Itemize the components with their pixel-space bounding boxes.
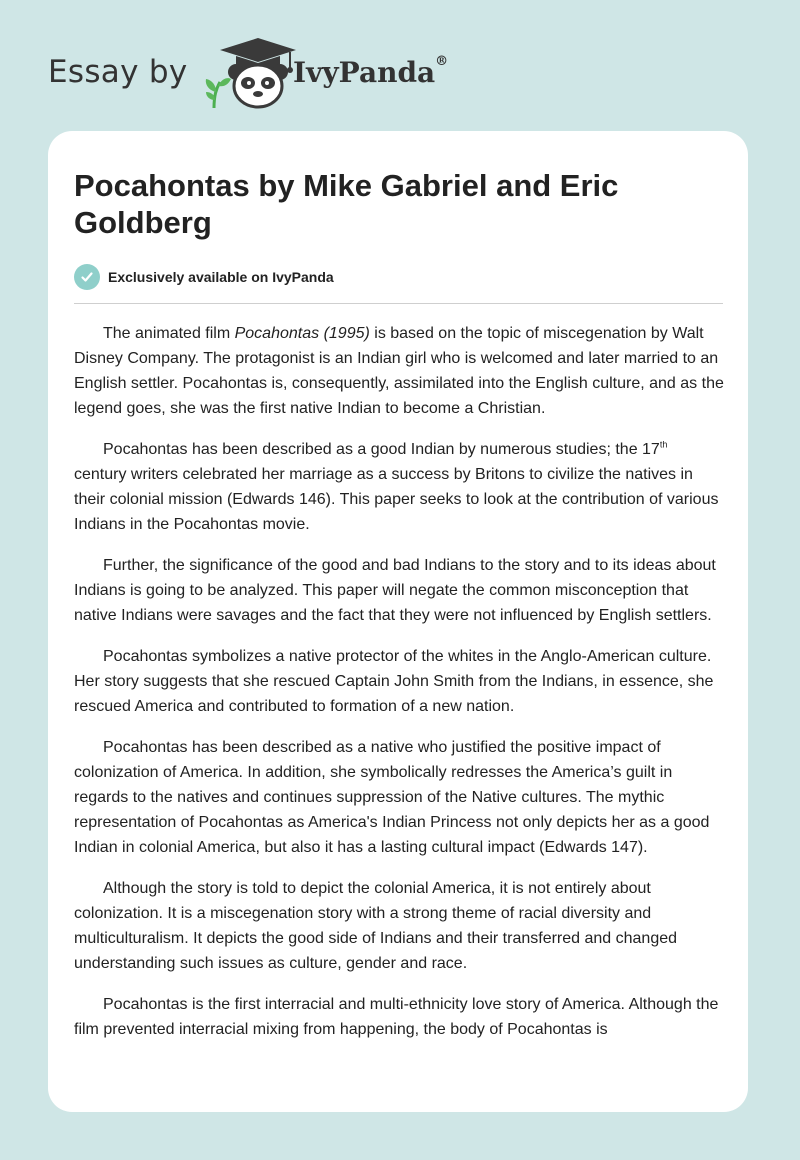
paragraph-1: The animated film Pocahontas (1995) is based on the topic of miscegenation by Walt Disney Company. The protagonist is an Indian girl who is welcomed and later married to an English settler. Pocahontas is, consequently, assimilated into the English culture, and as the legend goes, she was the first native Indian to become a Christian. xyxy=(74,325,724,417)
divider xyxy=(74,303,723,304)
essay-by-label: Essay by xyxy=(48,54,188,90)
check-icon xyxy=(74,264,100,290)
brand-name[interactable]: IvyPanda® xyxy=(293,54,449,89)
essay-card xyxy=(48,131,748,1112)
paragraph-7: Pocahontas is the first interracial and multi-ethnicity love story of America. Although the film prevented interracial mixing from happening, the body of Pocahontas is xyxy=(74,996,719,1038)
paragraph-2: Pocahontas has been described as a good Indian by numerous studies; the 17th century writers celebrated her marriage as a success by Britons to civilize the natives in their colonial mission (Edwards 146). This paper seeks to look at the contribution of various Indians in the Pocahontas movie. xyxy=(74,439,719,533)
paragraph-3: Further, the significance of the good and bad Indians to the story and to its ideas about Indians is going to be analyzed. This paper will negate the common misconception that native Indians were savages and the fact that they were not influenced by English settlers. xyxy=(74,557,716,624)
site-header xyxy=(48,34,752,114)
panda-logo-icon[interactable] xyxy=(200,34,300,110)
film-title: Pocahontas (1995) xyxy=(234,325,370,342)
essay-body xyxy=(74,321,724,1058)
ordinal-suffix: th xyxy=(659,439,668,450)
page-title: Pocahontas by Mike Gabriel and Eric Goldberg xyxy=(74,168,619,240)
exclusive-badge xyxy=(74,264,334,290)
paragraph-6: Although the story is told to depict the colonial America, it is not entirely about colonization. It is a miscegenation story with a strong theme of racial diversity and multiculturalism. It depicts the good side of Indians and their transferred and changed understanding such issues as culture, gender and race. xyxy=(74,880,678,972)
paragraph-4: Pocahontas symbolizes a native protector of the whites in the Anglo-American culture. Her story suggests that she rescued Captain John Smith from the Indians, in essence, she rescued America and contributed to formation of a new nation. xyxy=(74,648,714,715)
registered-mark: ® xyxy=(435,54,449,69)
badge-text: Exclusively available on IvyPanda xyxy=(108,269,334,285)
paragraph-5: Pocahontas has been described as a native who justified the positive impact of colonization of America. In addition, she symbolically redresses the America’s guilt in regards to the natives and continues suppression of the Native cultures. The mythic representation of Pocahontas as America's Indian Princess not only depicts her as a good Indian in colonial America, but also it has a lasting cultural impact (Edwards 147). xyxy=(74,739,710,856)
